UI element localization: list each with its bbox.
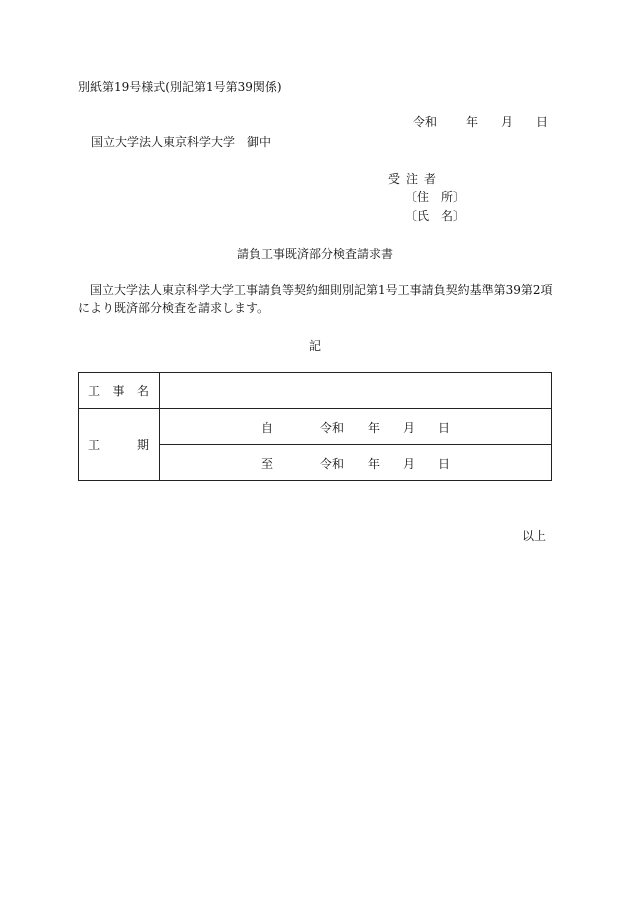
period-label-char-1: 工 (88, 438, 101, 452)
ki-heading: 記 (308, 339, 321, 353)
work-name-label-char-3: 名 (136, 384, 149, 398)
work-name-value-cell[interactable] (160, 373, 552, 409)
work-details-table (78, 372, 552, 481)
addressee: 国立大学法人東京科学大学 御中 (91, 135, 272, 149)
period-from-row (79, 409, 552, 445)
work-name-row (79, 373, 552, 409)
date-year: 年 (466, 115, 479, 129)
period-to-month: 月 (403, 457, 416, 471)
period-to-year: 年 (368, 457, 381, 471)
end-mark: 以上 (522, 529, 547, 543)
period-label (79, 409, 160, 481)
contractor-label: 受注者 (388, 172, 443, 186)
request-body-text: 国立大学法人東京科学大学工事請負等契約細則別記第1号工事請負契約基準第39第2項により既済部分検査を請求します。 (78, 283, 553, 315)
work-name-label (79, 373, 160, 409)
period-from-day: 日 (438, 421, 451, 435)
period-label-char-2: 期 (136, 438, 149, 452)
period-from-cell[interactable] (160, 409, 552, 445)
document-title: 請負工事既済部分検査請求書 (236, 247, 393, 261)
date-month: 月 (501, 115, 514, 129)
submission-date (413, 115, 548, 129)
period-to-marker: 至 (261, 457, 274, 471)
period-from-marker: 自 (261, 421, 274, 435)
period-to-cell[interactable] (160, 445, 552, 481)
contractor-address-label: 〔住 所〕 (405, 190, 466, 204)
work-name-label-char-2: 事 (112, 384, 125, 398)
date-day: 日 (536, 115, 549, 129)
date-era: 令和 (413, 115, 438, 129)
period-to-day: 日 (438, 457, 451, 471)
period-from-month: 月 (403, 421, 416, 435)
period-to-era: 令和 (320, 457, 345, 471)
form-number: 別紙第19号様式(別記第1号第39関係) (78, 80, 282, 94)
period-from-year: 年 (368, 421, 381, 435)
period-from-era: 令和 (320, 421, 345, 435)
contractor-name-label: 〔氏 名〕 (405, 209, 466, 223)
work-name-label-char-1: 工 (88, 384, 101, 398)
